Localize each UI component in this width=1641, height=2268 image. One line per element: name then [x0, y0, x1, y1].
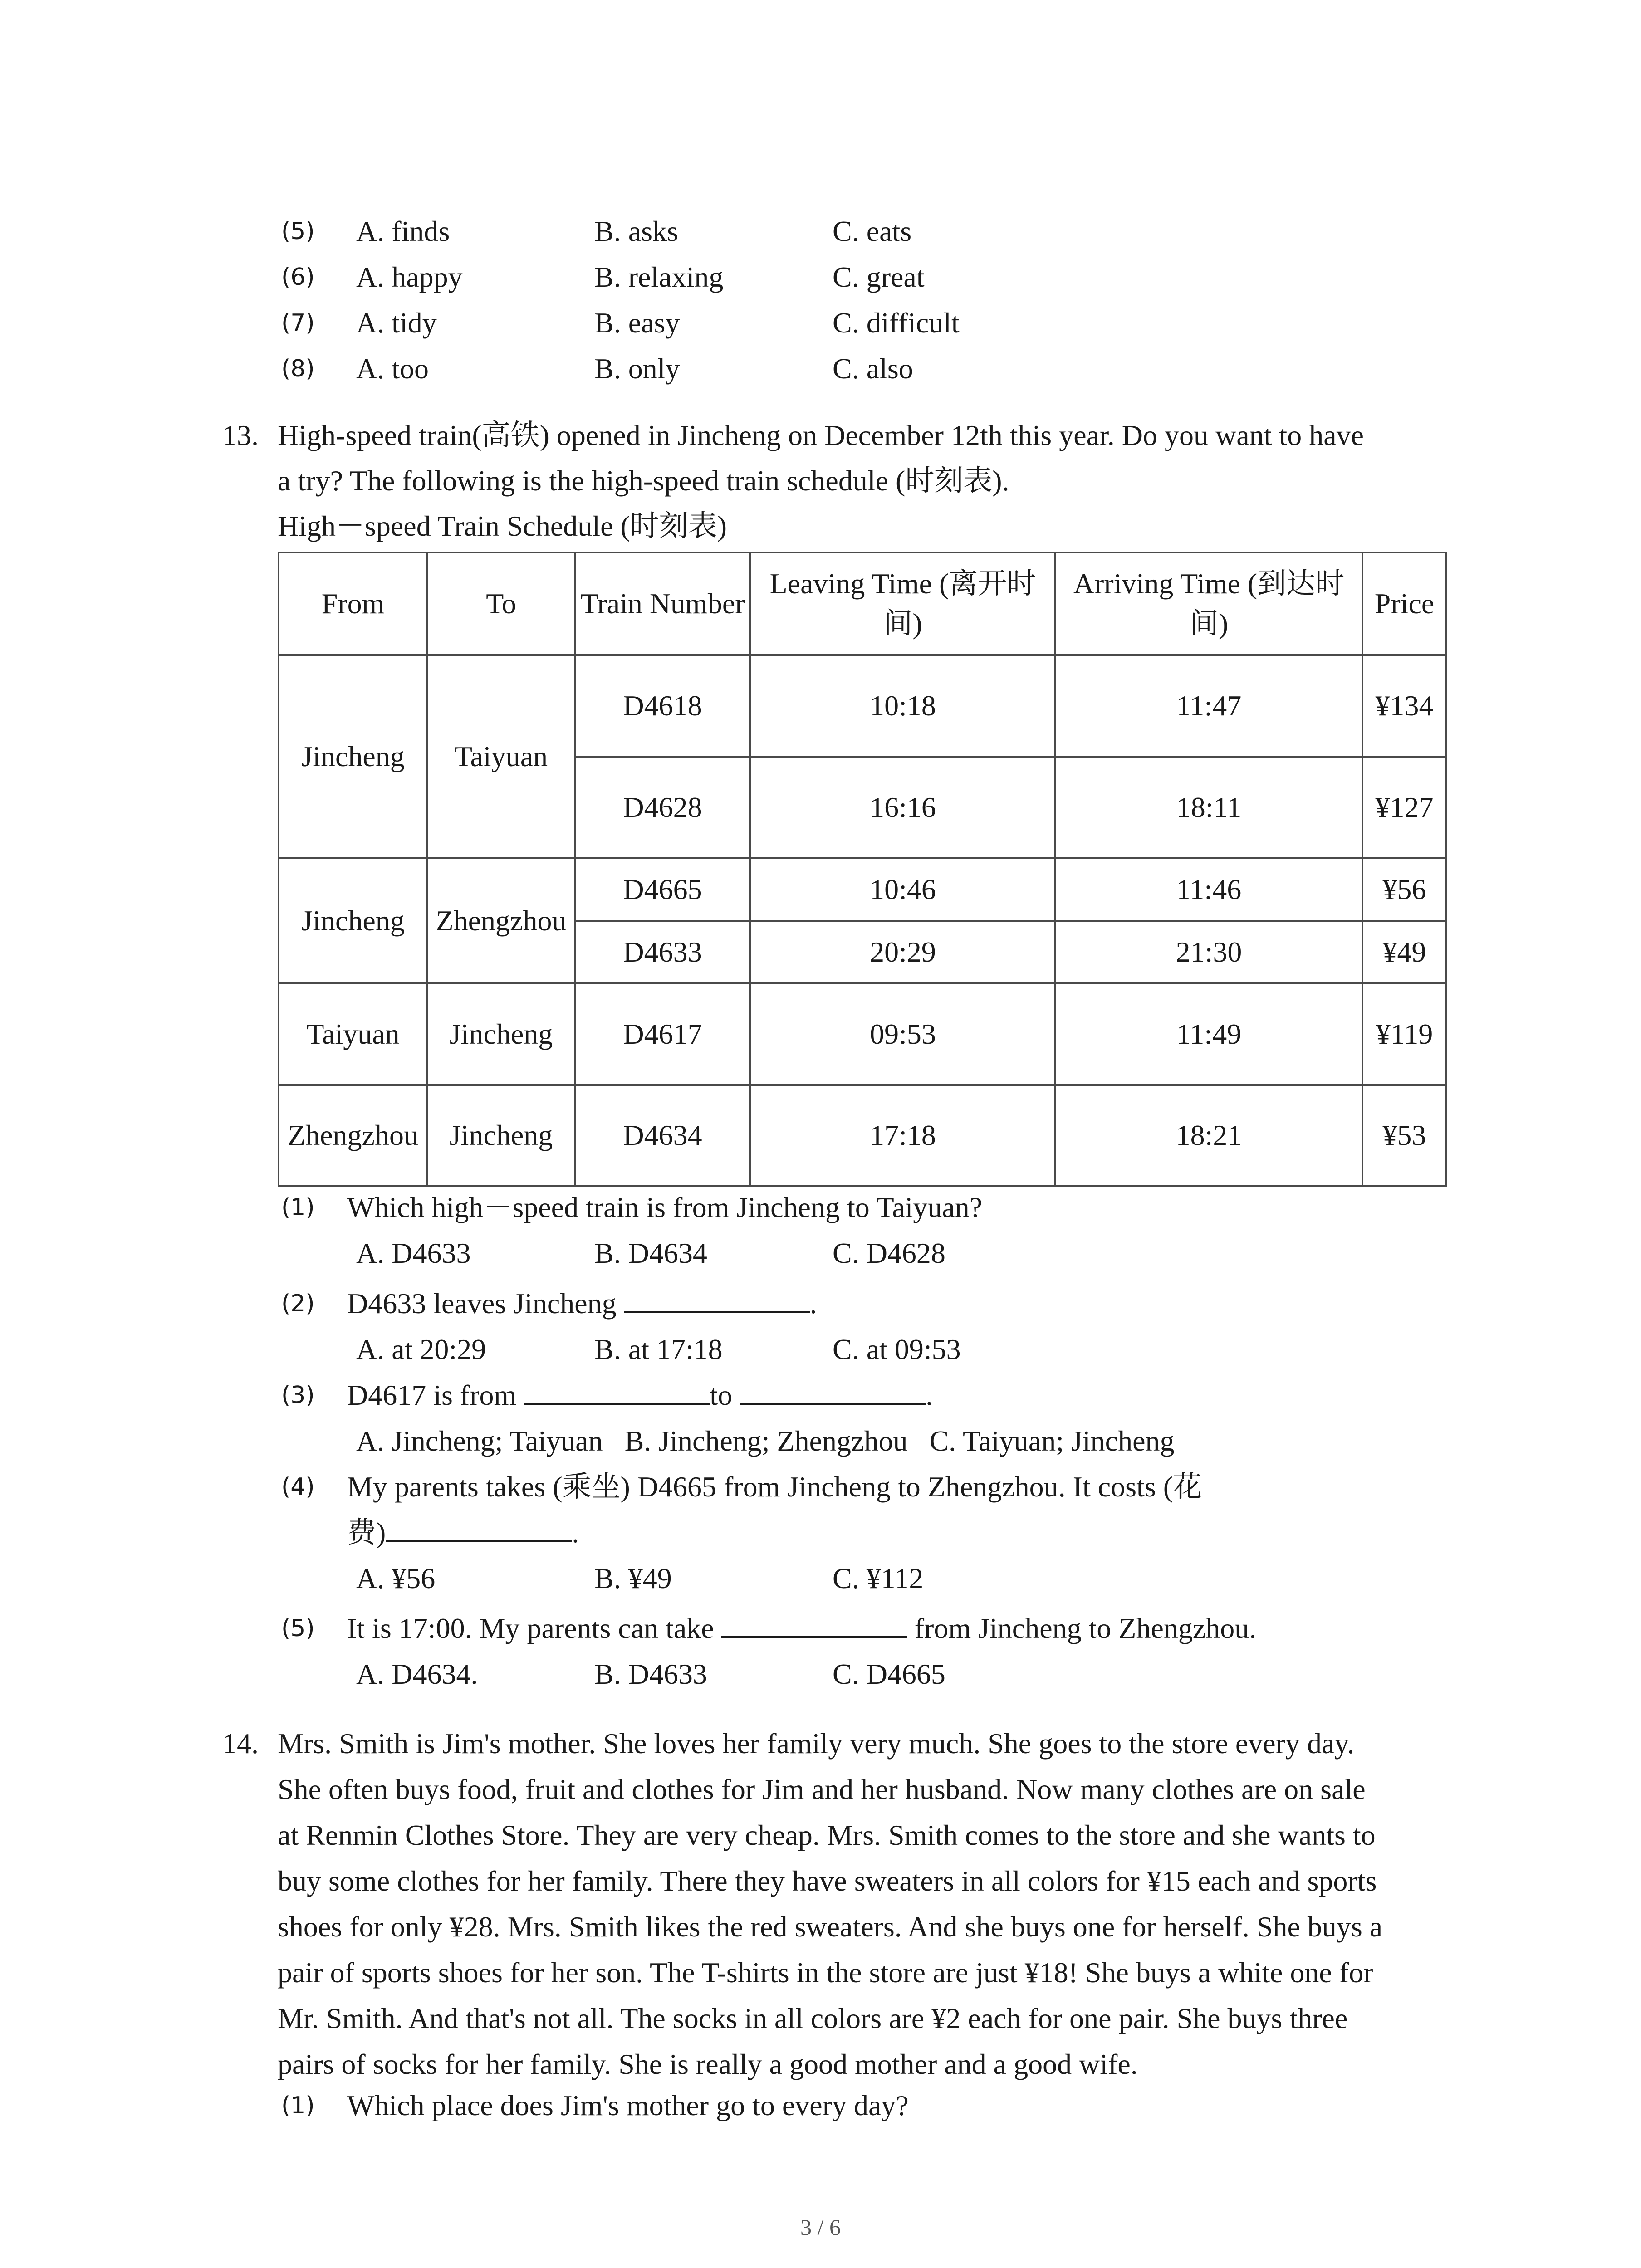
train-schedule-table — [278, 552, 1447, 1187]
sub-question-text — [347, 1606, 1256, 1651]
passage-line: pairs of socks for her family. She is really a good mother and a good wife. — [278, 2048, 1138, 2080]
passage-line: at Renmin Clothes Store. They are very cheap. Mrs. Smith comes to the store and she wants to — [278, 1819, 1376, 1851]
cell-price: ¥127 — [1362, 757, 1446, 858]
cell-train: D4665 — [575, 858, 750, 921]
option-a: A. ¥56 — [356, 1562, 436, 1594]
header-from: From — [279, 552, 427, 655]
table-row — [279, 983, 1446, 1085]
cell-train: D4618 — [575, 655, 750, 757]
option-c: C. difficult — [833, 307, 960, 339]
cell-leave: 10:18 — [750, 655, 1055, 757]
cell-price: ¥56 — [1362, 858, 1446, 921]
option-b: B. asks — [594, 215, 678, 247]
header-price: Price — [1362, 552, 1446, 655]
cell-arrive: 18:11 — [1055, 757, 1362, 858]
question-text-part: . — [926, 1379, 933, 1411]
passage-line: buy some clothes for her family. There they have sweaters in all colors for ¥15 each and sports — [278, 1865, 1377, 1897]
option-c: C. ¥112 — [833, 1562, 924, 1594]
options-line: A. Jincheng; Taiyuan B. Jincheng; Zhengzhou C. Taiyuan; Jincheng — [356, 1425, 1175, 1457]
cell-leave: 17:18 — [750, 1085, 1055, 1186]
option-number: (7) — [281, 309, 315, 337]
table-row — [279, 655, 1446, 757]
sub-question-number: (1) — [281, 1194, 315, 1221]
sub-question-text: My parents takes (乘坐) D4665 from Jincheng to Zhengzhou. It costs (花 — [347, 1471, 1202, 1503]
option-number: (6) — [281, 264, 315, 291]
question-text-part: to — [710, 1379, 740, 1411]
question-text-part: D4633 leaves Jincheng — [347, 1287, 624, 1320]
question-text-part: from Jincheng to Zhengzhou. — [907, 1612, 1257, 1644]
answer-blank — [624, 1284, 810, 1313]
option-a: A. D4634. — [356, 1658, 478, 1690]
passage-line: Mr. Smith. And that's not all. The socks in all colors are ¥2 each for one pair. She buys three — [278, 2002, 1348, 2034]
sub-question-text — [347, 1373, 933, 1418]
sub-question-number: (1) — [281, 2092, 315, 2119]
sub-question-text — [347, 1510, 579, 1555]
question-text-part: . — [809, 1287, 817, 1320]
q13-intro-line1: High-speed train(高铁) opened in Jincheng on December 12th this year. Do you want to have — [278, 419, 1364, 451]
question-text-part: D4617 is from — [347, 1379, 524, 1411]
option-b: B. easy — [594, 307, 680, 339]
header-arriving-time: Arriving Time (到达时间) — [1055, 552, 1362, 655]
passage-line: pair of sports shoes for her son. The T-shirts in the store are just ¥18! She buys a white one for — [278, 1956, 1373, 1989]
option-c: C. great — [833, 261, 925, 293]
cell-from: Jincheng — [279, 858, 427, 983]
cell-leave: 10:46 — [750, 858, 1055, 921]
cell-arrive: 11:46 — [1055, 858, 1362, 921]
cell-price: ¥134 — [1362, 655, 1446, 757]
cell-leave: 20:29 — [750, 921, 1055, 983]
cell-arrive: 21:30 — [1055, 921, 1362, 983]
cell-price: ¥53 — [1362, 1085, 1446, 1186]
cell-to: Jincheng — [427, 1085, 575, 1186]
table-title: High－speed Train Schedule (时刻表) — [278, 510, 727, 542]
cell-arrive: 18:21 — [1055, 1085, 1362, 1186]
question-number: 14. — [222, 1727, 259, 1760]
sub-question-number: (5) — [281, 1615, 315, 1642]
answer-blank — [721, 1609, 907, 1638]
sub-question-text — [347, 1281, 817, 1326]
option-b: B. D4634 — [594, 1237, 707, 1269]
option-b: B. only — [594, 352, 680, 385]
sub-question-number: (3) — [281, 1382, 315, 1409]
answer-blank — [740, 1376, 926, 1405]
cell-to: Taiyuan — [427, 655, 575, 858]
cell-from: Jincheng — [279, 655, 427, 858]
option-a: A. D4633 — [356, 1237, 471, 1269]
table-row — [279, 1085, 1446, 1186]
passage-line: shoes for only ¥28. Mrs. Smith likes the red sweaters. And she buys one for herself. She buys a — [278, 1911, 1383, 1943]
question-text-part: 费) — [347, 1516, 386, 1549]
sub-question-number: (2) — [281, 1290, 315, 1317]
header-train-number: Train Number — [575, 552, 750, 655]
question-number: 13. — [222, 419, 259, 451]
table-row — [279, 858, 1446, 921]
cell-train: D4617 — [575, 983, 750, 1085]
page-number: 3 / 6 — [800, 2214, 841, 2240]
cell-arrive: 11:49 — [1055, 983, 1362, 1085]
option-a: A. happy — [356, 261, 463, 293]
option-c: C. D4628 — [833, 1237, 945, 1269]
sub-question-text: Which place does Jim's mother go to every day? — [347, 2089, 909, 2121]
question-text-part: . — [572, 1516, 579, 1549]
answer-blank — [524, 1376, 710, 1405]
cell-to: Jincheng — [427, 983, 575, 1085]
passage-line: Mrs. Smith is Jim's mother. She loves her family very much. She goes to the store every day. — [278, 1727, 1355, 1760]
cell-to: Zhengzhou — [427, 858, 575, 983]
question-text-part: It is 17:00. My parents can take — [347, 1612, 721, 1644]
option-b: B. ¥49 — [594, 1562, 672, 1594]
q13-intro-line2: a try? The following is the high-speed train schedule (时刻表). — [278, 464, 1009, 497]
cell-train: D4634 — [575, 1085, 750, 1186]
answer-blank — [386, 1513, 572, 1542]
cell-train: D4628 — [575, 757, 750, 858]
cell-from: Taiyuan — [279, 983, 427, 1085]
option-b: B. at 17:18 — [594, 1333, 723, 1365]
table-header-row — [279, 552, 1446, 655]
option-b: B. relaxing — [594, 261, 724, 293]
option-c: C. D4665 — [833, 1658, 945, 1690]
option-c: C. at 09:53 — [833, 1333, 961, 1365]
passage-line: She often buys food, fruit and clothes for Jim and her husband. Now many clothes are on sale — [278, 1773, 1366, 1805]
option-c: C. eats — [833, 215, 912, 247]
sub-question-number: (4) — [281, 1473, 315, 1501]
cell-price: ¥49 — [1362, 921, 1446, 983]
header-leaving-time: Leaving Time (离开时间) — [750, 552, 1055, 655]
cell-leave: 09:53 — [750, 983, 1055, 1085]
option-a: A. finds — [356, 215, 450, 247]
header-to: To — [427, 552, 575, 655]
sub-question-text: Which high－speed train is from Jincheng to Taiyuan? — [347, 1191, 983, 1223]
q13-questions — [281, 1185, 1461, 1697]
option-b: B. D4633 — [594, 1658, 707, 1690]
option-a: A. tidy — [356, 307, 437, 339]
option-a: A. too — [356, 352, 429, 385]
cell-train: D4633 — [575, 921, 750, 983]
option-c: C. also — [833, 352, 913, 385]
cell-leave: 16:16 — [750, 757, 1055, 858]
option-a: A. at 20:29 — [356, 1333, 486, 1365]
cell-from: Zhengzhou — [279, 1085, 427, 1186]
cell-arrive: 11:47 — [1055, 655, 1362, 757]
option-number: (8) — [281, 355, 315, 382]
cell-price: ¥119 — [1362, 983, 1446, 1085]
option-number: (5) — [281, 218, 315, 245]
